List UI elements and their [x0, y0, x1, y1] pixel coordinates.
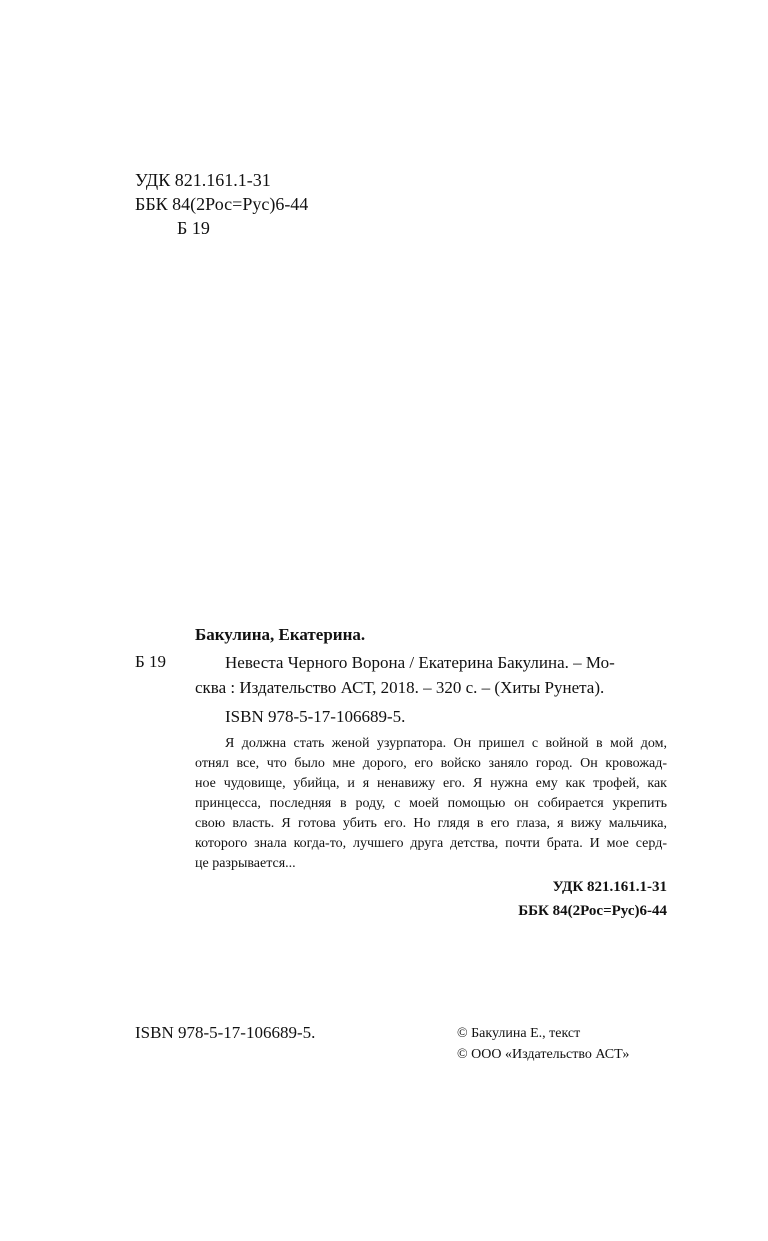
copyright-author: © Бакулина Е., текст [457, 1026, 581, 1041]
annotation-line: це разрывается... [195, 856, 296, 871]
bottom-bbk-code: ББК 84(2Рос=Рус)6-44 [518, 903, 667, 919]
top-author-mark: Б 19 [177, 218, 210, 238]
footer-isbn: ISBN 978-5-17-106689-5. [135, 1023, 316, 1042]
catalog-author: Бакулина, Екатерина. [195, 625, 366, 644]
copyright-block [457, 1023, 629, 1065]
annotation-line: свою власть. Я готова убить его. Но глядя в его глаза, я вижу мальчика, [195, 816, 667, 831]
annotation-line: отнял все, что было мне дорого, его войско заняло город. Он кровожад- [195, 756, 667, 771]
top-bbk-code: ББК 84(2Рос=Рус)6-44 [135, 194, 309, 214]
catalog-description [195, 650, 665, 700]
bottom-classification-block [518, 875, 667, 923]
annotation-paragraph [195, 734, 667, 874]
catalog-isbn: ISBN 978-5-17-106689-5. [225, 707, 406, 726]
top-udk-code: УДК 821.161.1-31 [135, 170, 271, 190]
catalog-author-mark: Б 19 [135, 652, 167, 671]
catalog-description-line-1: Невеста Черного Ворона / Екатерина Бакулина. – Мо- [225, 653, 615, 672]
copyright-publisher: © ООО «Издательство АСТ» [457, 1047, 630, 1062]
annotation-line: принцесса, последняя в роду, с моей помощью он собирается укрепить [195, 796, 667, 811]
annotation-line: ное чудовище, убийца, и я ненавижу его. Я нужна ему как трофей, как [195, 776, 667, 791]
annotation-line: которого знала когда-то, лучшего друга детства, почти брата. И мое серд- [195, 836, 667, 851]
catalog-description-line-2: сква : Издательство АСТ, 2018. – 320 с. – (Хиты Рунета). [195, 678, 605, 697]
top-classification-block [135, 168, 308, 240]
annotation-line: Я должна стать женой узурпатора. Он пришел с войной в мой дом, [225, 736, 667, 751]
bottom-udk-code: УДК 821.161.1-31 [552, 879, 667, 895]
